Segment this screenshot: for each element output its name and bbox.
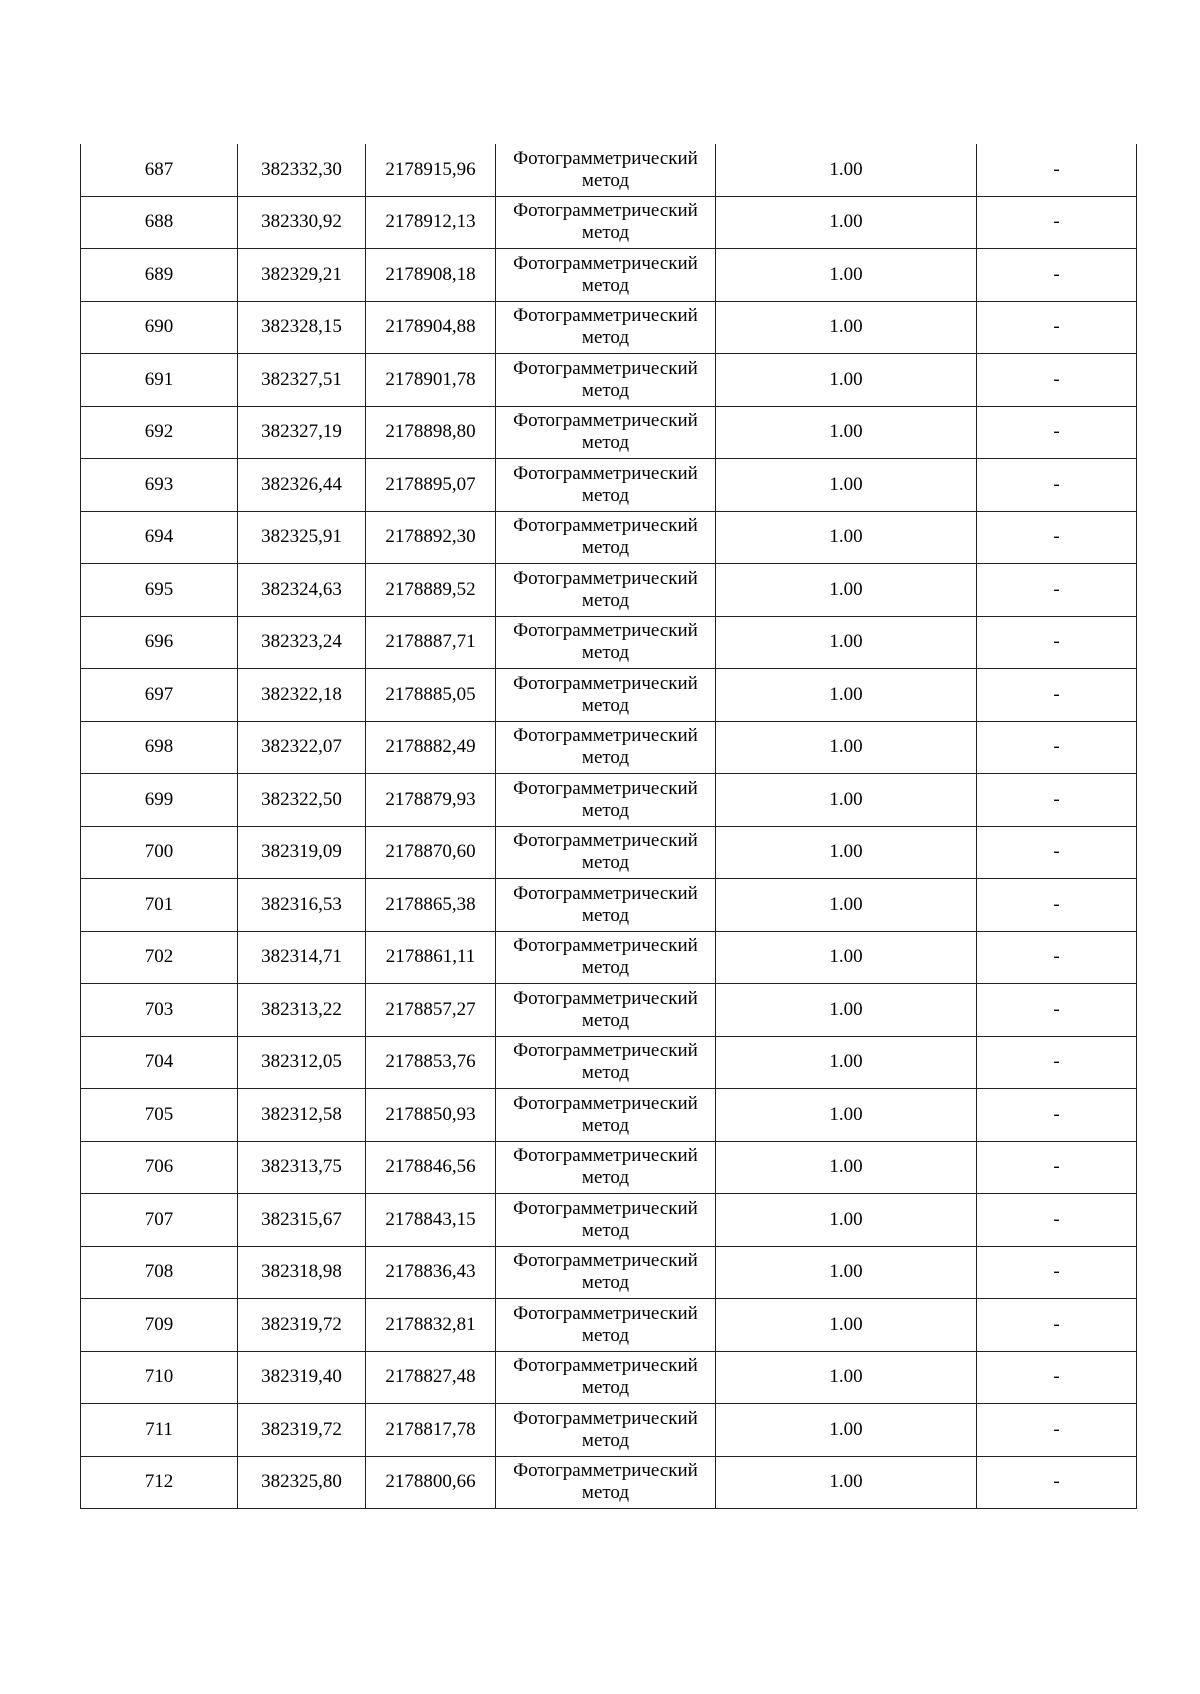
point-number-cell: 707: [81, 1194, 238, 1247]
description-cell: -: [977, 144, 1137, 196]
description-cell: -: [977, 196, 1137, 249]
method-line-2: метод: [581, 274, 630, 296]
table-row: [81, 669, 1137, 722]
method-line-1: Фотограмметрический: [513, 357, 698, 379]
y-coordinate-cell: 2178898,80: [366, 406, 496, 459]
point-number-cell: 705: [81, 1089, 238, 1142]
method-cell: [496, 931, 716, 984]
method-line-1: Фотограмметрический: [513, 935, 698, 957]
method-line-1: Фотограмметрический: [513, 1092, 698, 1114]
accuracy-cell: 1.00: [716, 1089, 977, 1142]
y-coordinate-cell: 2178887,71: [366, 616, 496, 669]
method-cell: [496, 1141, 716, 1194]
accuracy-cell: 1.00: [716, 721, 977, 774]
point-number-cell: 709: [81, 1299, 238, 1352]
x-coordinate-cell: 382325,91: [238, 511, 366, 564]
x-coordinate-cell: 382316,53: [238, 879, 366, 932]
method-cell: [496, 984, 716, 1037]
method-line-1: Фотограмметрический: [513, 1407, 698, 1429]
accuracy-cell: 1.00: [716, 774, 977, 827]
table-row: [81, 511, 1137, 564]
accuracy-cell: 1.00: [716, 879, 977, 932]
accuracy-cell: 1.00: [716, 1246, 977, 1299]
method-line-2: метод: [581, 432, 630, 454]
accuracy-cell: 1.00: [716, 826, 977, 879]
method-cell: [496, 879, 716, 932]
method-cell: [496, 1456, 716, 1509]
method-cell: [496, 721, 716, 774]
method-cell: [496, 354, 716, 407]
y-coordinate-cell: 2178861,11: [366, 931, 496, 984]
accuracy-cell: 1.00: [716, 1299, 977, 1352]
method-cell: [496, 1351, 716, 1404]
x-coordinate-cell: 382322,07: [238, 721, 366, 774]
method-line-2: метод: [581, 1219, 630, 1241]
point-number-cell: 696: [81, 616, 238, 669]
y-coordinate-cell: 2178853,76: [366, 1036, 496, 1089]
description-cell: -: [977, 1036, 1137, 1089]
y-coordinate-cell: 2178800,66: [366, 1456, 496, 1509]
table-row: [81, 1404, 1137, 1457]
table-row: [81, 1456, 1137, 1509]
method-line-2: метод: [581, 484, 630, 506]
y-coordinate-cell: 2178832,81: [366, 1299, 496, 1352]
y-coordinate-cell: 2178885,05: [366, 669, 496, 722]
method-line-1: Фотограмметрический: [513, 620, 698, 642]
accuracy-cell: 1.00: [716, 1141, 977, 1194]
table-row: [81, 774, 1137, 827]
method-cell: [496, 406, 716, 459]
point-number-cell: 690: [81, 301, 238, 354]
method-line-2: метод: [581, 957, 630, 979]
table-row: [81, 616, 1137, 669]
x-coordinate-cell: 382332,30: [238, 144, 366, 196]
accuracy-cell: 1.00: [716, 1456, 977, 1509]
description-cell: -: [977, 931, 1137, 984]
x-coordinate-cell: 382319,72: [238, 1404, 366, 1457]
x-coordinate-cell: 382312,58: [238, 1089, 366, 1142]
accuracy-cell: 1.00: [716, 931, 977, 984]
method-line-1: Фотограмметрический: [513, 1040, 698, 1062]
point-number-cell: 688: [81, 196, 238, 249]
method-cell: [496, 1089, 716, 1142]
method-line-1: Фотограмметрический: [513, 1460, 698, 1482]
method-line-2: метод: [581, 1009, 630, 1031]
y-coordinate-cell: 2178827,48: [366, 1351, 496, 1404]
table-body: [81, 144, 1137, 1509]
point-number-cell: 692: [81, 406, 238, 459]
method-line-2: метод: [581, 327, 630, 349]
y-coordinate-cell: 2178843,15: [366, 1194, 496, 1247]
x-coordinate-cell: 382312,05: [238, 1036, 366, 1089]
point-number-cell: 700: [81, 826, 238, 879]
point-number-cell: 704: [81, 1036, 238, 1089]
y-coordinate-cell: 2178912,13: [366, 196, 496, 249]
table-row: [81, 1299, 1137, 1352]
point-number-cell: 689: [81, 249, 238, 302]
accuracy-cell: 1.00: [716, 1351, 977, 1404]
description-cell: -: [977, 354, 1137, 407]
coordinates-table: [80, 144, 1137, 1509]
x-coordinate-cell: 382322,18: [238, 669, 366, 722]
method-cell: [496, 1404, 716, 1457]
x-coordinate-cell: 382325,80: [238, 1456, 366, 1509]
y-coordinate-cell: 2178908,18: [366, 249, 496, 302]
y-coordinate-cell: 2178865,38: [366, 879, 496, 932]
x-coordinate-cell: 382319,09: [238, 826, 366, 879]
accuracy-cell: 1.00: [716, 984, 977, 1037]
table-row: [81, 984, 1137, 1037]
x-coordinate-cell: 382326,44: [238, 459, 366, 512]
point-number-cell: 697: [81, 669, 238, 722]
description-cell: -: [977, 1456, 1137, 1509]
method-line-1: Фотограмметрический: [513, 1302, 698, 1324]
y-coordinate-cell: 2178889,52: [366, 564, 496, 617]
method-line-1: Фотограмметрический: [513, 515, 698, 537]
description-cell: -: [977, 459, 1137, 512]
accuracy-cell: 1.00: [716, 301, 977, 354]
method-cell: [496, 301, 716, 354]
accuracy-cell: 1.00: [716, 459, 977, 512]
accuracy-cell: 1.00: [716, 669, 977, 722]
accuracy-cell: 1.00: [716, 564, 977, 617]
method-line-1: Фотограмметрический: [513, 725, 698, 747]
method-line-2: метод: [581, 1377, 630, 1399]
x-coordinate-cell: 382327,19: [238, 406, 366, 459]
method-line-2: метод: [581, 379, 630, 401]
table-row: [81, 1194, 1137, 1247]
description-cell: -: [977, 1141, 1137, 1194]
description-cell: -: [977, 1299, 1137, 1352]
method-line-2: метод: [581, 589, 630, 611]
table-row: [81, 196, 1137, 249]
method-line-1: Фотограмметрический: [513, 1355, 698, 1377]
table-row: [81, 406, 1137, 459]
method-cell: [496, 249, 716, 302]
accuracy-cell: 1.00: [716, 196, 977, 249]
x-coordinate-cell: 382323,24: [238, 616, 366, 669]
table-row: [81, 721, 1137, 774]
method-line-1: Фотограмметрический: [513, 987, 698, 1009]
description-cell: -: [977, 511, 1137, 564]
x-coordinate-cell: 382328,15: [238, 301, 366, 354]
method-line-1: Фотограмметрический: [513, 1250, 698, 1272]
description-cell: -: [977, 1089, 1137, 1142]
table-row: [81, 931, 1137, 984]
method-line-2: метод: [581, 747, 630, 769]
method-line-1: Фотограмметрический: [513, 147, 698, 169]
x-coordinate-cell: 382319,72: [238, 1299, 366, 1352]
point-number-cell: 695: [81, 564, 238, 617]
method-line-2: метод: [581, 222, 630, 244]
description-cell: -: [977, 826, 1137, 879]
y-coordinate-cell: 2178857,27: [366, 984, 496, 1037]
x-coordinate-cell: 382313,22: [238, 984, 366, 1037]
description-cell: -: [977, 774, 1137, 827]
point-number-cell: 694: [81, 511, 238, 564]
description-cell: -: [977, 301, 1137, 354]
description-cell: -: [977, 1194, 1137, 1247]
table-row: [81, 1246, 1137, 1299]
y-coordinate-cell: 2178817,78: [366, 1404, 496, 1457]
table-row: [81, 1351, 1137, 1404]
description-cell: -: [977, 879, 1137, 932]
y-coordinate-cell: 2178895,07: [366, 459, 496, 512]
description-cell: -: [977, 984, 1137, 1037]
method-line-1: Фотограмметрический: [513, 777, 698, 799]
table-row: [81, 1141, 1137, 1194]
y-coordinate-cell: 2178892,30: [366, 511, 496, 564]
method-cell: [496, 774, 716, 827]
accuracy-cell: 1.00: [716, 354, 977, 407]
method-cell: [496, 1299, 716, 1352]
method-line-1: Фотограмметрический: [513, 567, 698, 589]
table-row: [81, 354, 1137, 407]
description-cell: -: [977, 1246, 1137, 1299]
x-coordinate-cell: 382315,67: [238, 1194, 366, 1247]
point-number-cell: 699: [81, 774, 238, 827]
accuracy-cell: 1.00: [716, 144, 977, 196]
y-coordinate-cell: 2178879,93: [366, 774, 496, 827]
point-number-cell: 706: [81, 1141, 238, 1194]
method-line-1: Фотограмметрический: [513, 882, 698, 904]
method-cell: [496, 616, 716, 669]
point-number-cell: 693: [81, 459, 238, 512]
accuracy-cell: 1.00: [716, 1194, 977, 1247]
point-number-cell: 698: [81, 721, 238, 774]
table-row: [81, 826, 1137, 879]
x-coordinate-cell: 382329,21: [238, 249, 366, 302]
method-cell: [496, 564, 716, 617]
method-line-2: метод: [581, 904, 630, 926]
accuracy-cell: 1.00: [716, 406, 977, 459]
method-line-1: Фотограмметрический: [513, 830, 698, 852]
method-line-2: метод: [581, 1482, 630, 1504]
accuracy-cell: 1.00: [716, 249, 977, 302]
table-row: [81, 249, 1137, 302]
method-cell: [496, 826, 716, 879]
x-coordinate-cell: 382322,50: [238, 774, 366, 827]
point-number-cell: 711: [81, 1404, 238, 1457]
y-coordinate-cell: 2178836,43: [366, 1246, 496, 1299]
method-line-2: метод: [581, 1167, 630, 1189]
method-line-2: метод: [581, 537, 630, 559]
method-cell: [496, 459, 716, 512]
method-line-2: метод: [581, 1324, 630, 1346]
method-line-1: Фотограмметрический: [513, 410, 698, 432]
point-number-cell: 687: [81, 144, 238, 196]
method-line-2: метод: [581, 1062, 630, 1084]
method-line-1: Фотограмметрический: [513, 1145, 698, 1167]
y-coordinate-cell: 2178846,56: [366, 1141, 496, 1194]
point-number-cell: 701: [81, 879, 238, 932]
x-coordinate-cell: 382318,98: [238, 1246, 366, 1299]
x-coordinate-cell: 382319,40: [238, 1351, 366, 1404]
table-row: [81, 564, 1137, 617]
method-line-2: метод: [581, 642, 630, 664]
description-cell: -: [977, 406, 1137, 459]
method-line-2: метод: [581, 1429, 630, 1451]
table-row: [81, 879, 1137, 932]
x-coordinate-cell: 382330,92: [238, 196, 366, 249]
method-line-1: Фотограмметрический: [513, 200, 698, 222]
method-line-2: метод: [581, 799, 630, 821]
y-coordinate-cell: 2178870,60: [366, 826, 496, 879]
description-cell: -: [977, 721, 1137, 774]
method-line-1: Фотограмметрический: [513, 1197, 698, 1219]
point-number-cell: 712: [81, 1456, 238, 1509]
method-line-2: метод: [581, 694, 630, 716]
method-line-1: Фотограмметрический: [513, 672, 698, 694]
y-coordinate-cell: 2178904,88: [366, 301, 496, 354]
accuracy-cell: 1.00: [716, 1404, 977, 1457]
table-row: [81, 459, 1137, 512]
method-line-2: метод: [581, 1114, 630, 1136]
table-row: [81, 1089, 1137, 1142]
point-number-cell: 710: [81, 1351, 238, 1404]
x-coordinate-cell: 382313,75: [238, 1141, 366, 1194]
y-coordinate-cell: 2178882,49: [366, 721, 496, 774]
description-cell: -: [977, 669, 1137, 722]
point-number-cell: 703: [81, 984, 238, 1037]
y-coordinate-cell: 2178915,96: [366, 144, 496, 196]
point-number-cell: 691: [81, 354, 238, 407]
description-cell: -: [977, 564, 1137, 617]
point-number-cell: 708: [81, 1246, 238, 1299]
method-cell: [496, 511, 716, 564]
method-cell: [496, 1036, 716, 1089]
accuracy-cell: 1.00: [716, 1036, 977, 1089]
description-cell: -: [977, 249, 1137, 302]
description-cell: -: [977, 1351, 1137, 1404]
method-cell: [496, 196, 716, 249]
y-coordinate-cell: 2178901,78: [366, 354, 496, 407]
x-coordinate-cell: 382324,63: [238, 564, 366, 617]
method-cell: [496, 144, 716, 196]
accuracy-cell: 1.00: [716, 511, 977, 564]
method-line-1: Фотограмметрический: [513, 252, 698, 274]
y-coordinate-cell: 2178850,93: [366, 1089, 496, 1142]
description-cell: -: [977, 616, 1137, 669]
method-cell: [496, 1194, 716, 1247]
table-row: [81, 301, 1137, 354]
method-line-2: метод: [581, 1272, 630, 1294]
method-cell: [496, 1246, 716, 1299]
method-line-1: Фотограмметрический: [513, 305, 698, 327]
x-coordinate-cell: 382314,71: [238, 931, 366, 984]
accuracy-cell: 1.00: [716, 616, 977, 669]
method-line-2: метод: [581, 169, 630, 191]
point-number-cell: 702: [81, 931, 238, 984]
table-row: [81, 144, 1137, 196]
method-cell: [496, 669, 716, 722]
method-line-1: Фотограмметрический: [513, 462, 698, 484]
table-row: [81, 1036, 1137, 1089]
x-coordinate-cell: 382327,51: [238, 354, 366, 407]
method-line-2: метод: [581, 852, 630, 874]
description-cell: -: [977, 1404, 1137, 1457]
